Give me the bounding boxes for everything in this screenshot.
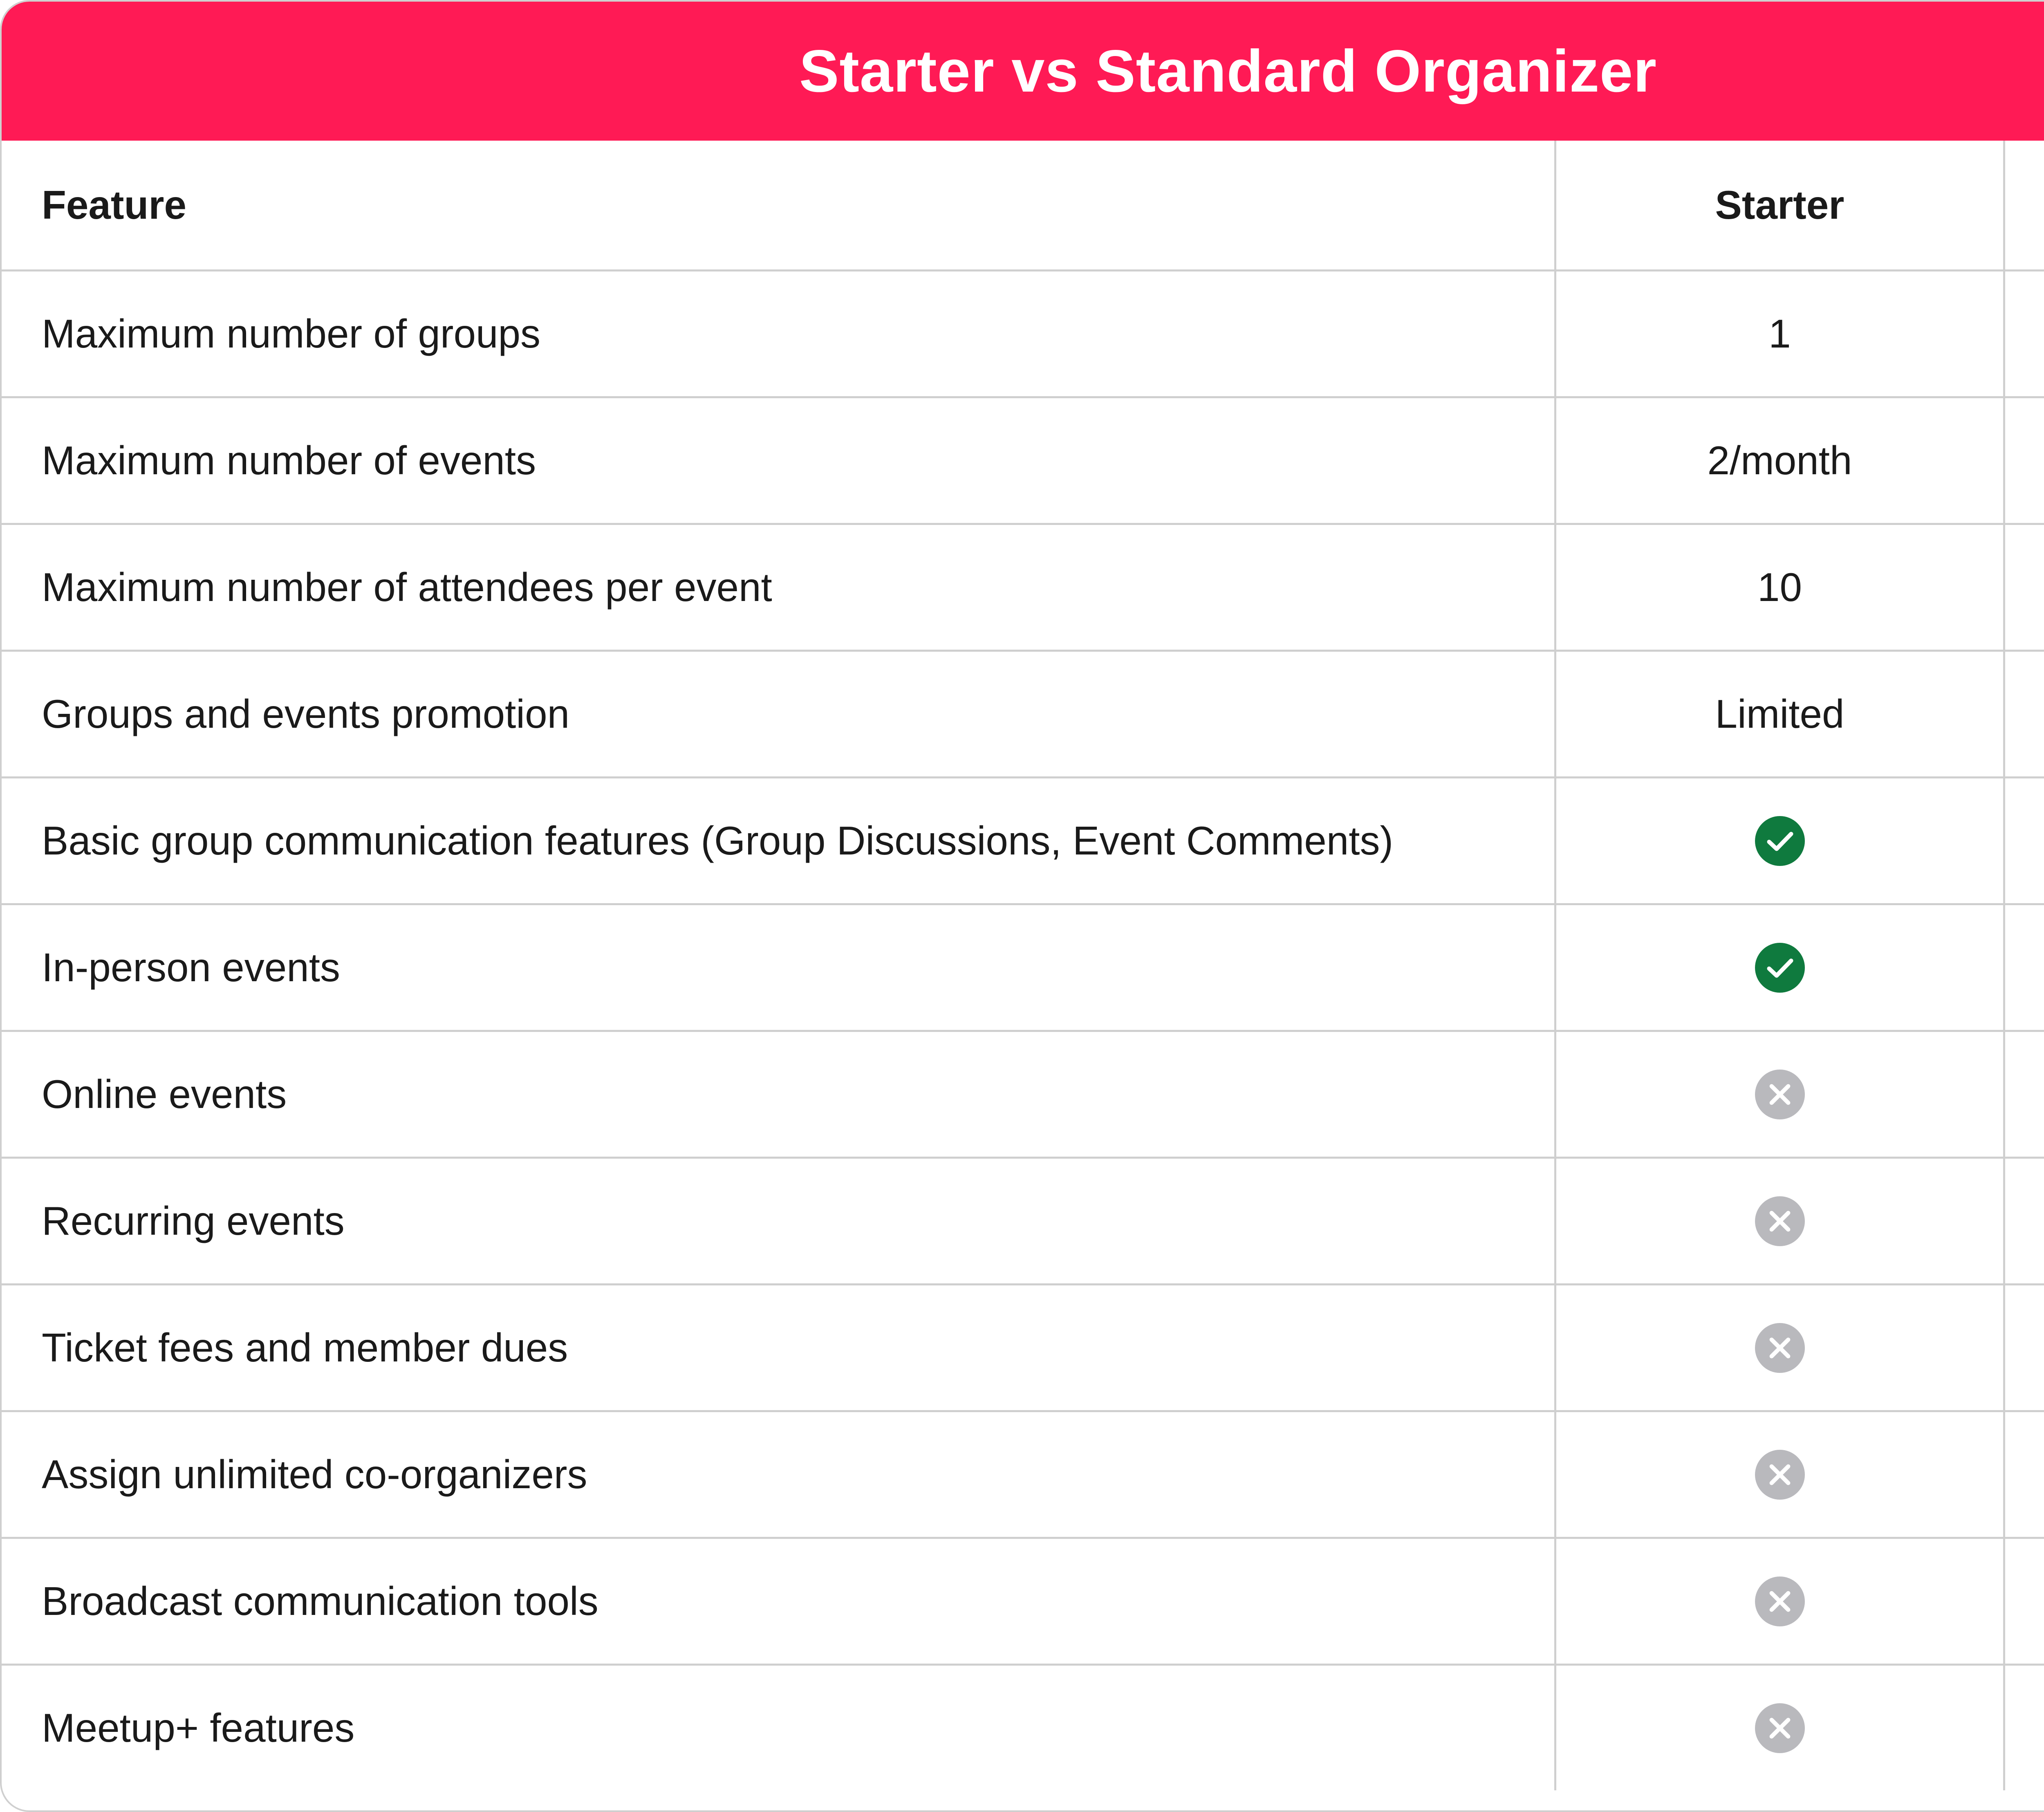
starter-cell [1554, 1285, 2003, 1410]
feature-cell: Groups and events promotion [42, 691, 570, 736]
starter-cell [1554, 905, 2003, 1030]
starter-cell [1554, 1159, 2003, 1283]
starter-cell [1554, 1539, 2003, 1664]
feature-cell: Maximum number of groups [42, 311, 541, 356]
starter-cell: 1 [1554, 271, 2003, 396]
table-row [2, 1030, 2044, 1157]
table-body [2, 269, 2044, 1790]
starter-cell: Limited [1554, 652, 2003, 776]
table-row [2, 1537, 2044, 1664]
starter-cell [1554, 1032, 2003, 1157]
standard-cell [2003, 525, 2044, 650]
standard-cell [2003, 1285, 2044, 1410]
cross-icon [1755, 1070, 1805, 1119]
header-feature: Feature [42, 182, 187, 227]
cross-icon [1755, 1450, 1805, 1500]
standard-cell [2003, 1412, 2044, 1537]
header-standard [2003, 141, 2044, 269]
standard-cell [2003, 778, 2044, 903]
table-row [2, 269, 2044, 396]
cross-icon [1755, 1323, 1805, 1373]
check-icon [1755, 816, 1805, 866]
table-row [2, 396, 2044, 523]
table-header-row [2, 141, 2044, 269]
standard-cell [2003, 271, 2044, 396]
table-row [2, 776, 2044, 903]
feature-cell: Basic group communication features (Group Discussions, Event Comments) [42, 818, 1394, 863]
comparison-table [2, 141, 2044, 1790]
standard-cell [2003, 1666, 2044, 1790]
feature-cell: Assign unlimited co-organizers [42, 1452, 587, 1497]
table-row [2, 903, 2044, 1030]
feature-cell: Maximum number of attendees per event [42, 565, 772, 610]
table-row [2, 1157, 2044, 1283]
page-title: Starter vs Standard Organizer [799, 38, 1657, 104]
standard-cell [2003, 905, 2044, 1030]
standard-cell [2003, 1159, 2044, 1283]
cross-icon [1755, 1577, 1805, 1626]
starter-cell [1554, 1666, 2003, 1790]
table-row [2, 523, 2044, 650]
table-row [2, 650, 2044, 776]
check-icon [1755, 943, 1805, 993]
table-row [2, 1283, 2044, 1410]
header-starter: Starter [1554, 141, 2003, 269]
title-bar [2, 2, 2044, 141]
cross-icon [1755, 1196, 1805, 1246]
feature-cell: Broadcast communication tools [42, 1579, 598, 1624]
feature-cell: Maximum number of events [42, 438, 536, 483]
standard-cell [2003, 652, 2044, 776]
feature-cell: Meetup+ features [42, 1705, 355, 1750]
feature-cell: Recurring events [42, 1198, 345, 1243]
standard-cell [2003, 1539, 2044, 1664]
feature-cell: In-person events [42, 945, 340, 990]
starter-cell: 2/month [1554, 398, 2003, 523]
table-row [2, 1410, 2044, 1537]
table-row [2, 1664, 2044, 1790]
starter-cell: 10 [1554, 525, 2003, 650]
standard-cell [2003, 1032, 2044, 1157]
starter-cell [1554, 1412, 2003, 1537]
cross-icon [1755, 1703, 1805, 1753]
standard-cell [2003, 398, 2044, 523]
starter-cell [1554, 778, 2003, 903]
feature-cell: Online events [42, 1072, 287, 1117]
feature-cell: Ticket fees and member dues [42, 1325, 568, 1370]
